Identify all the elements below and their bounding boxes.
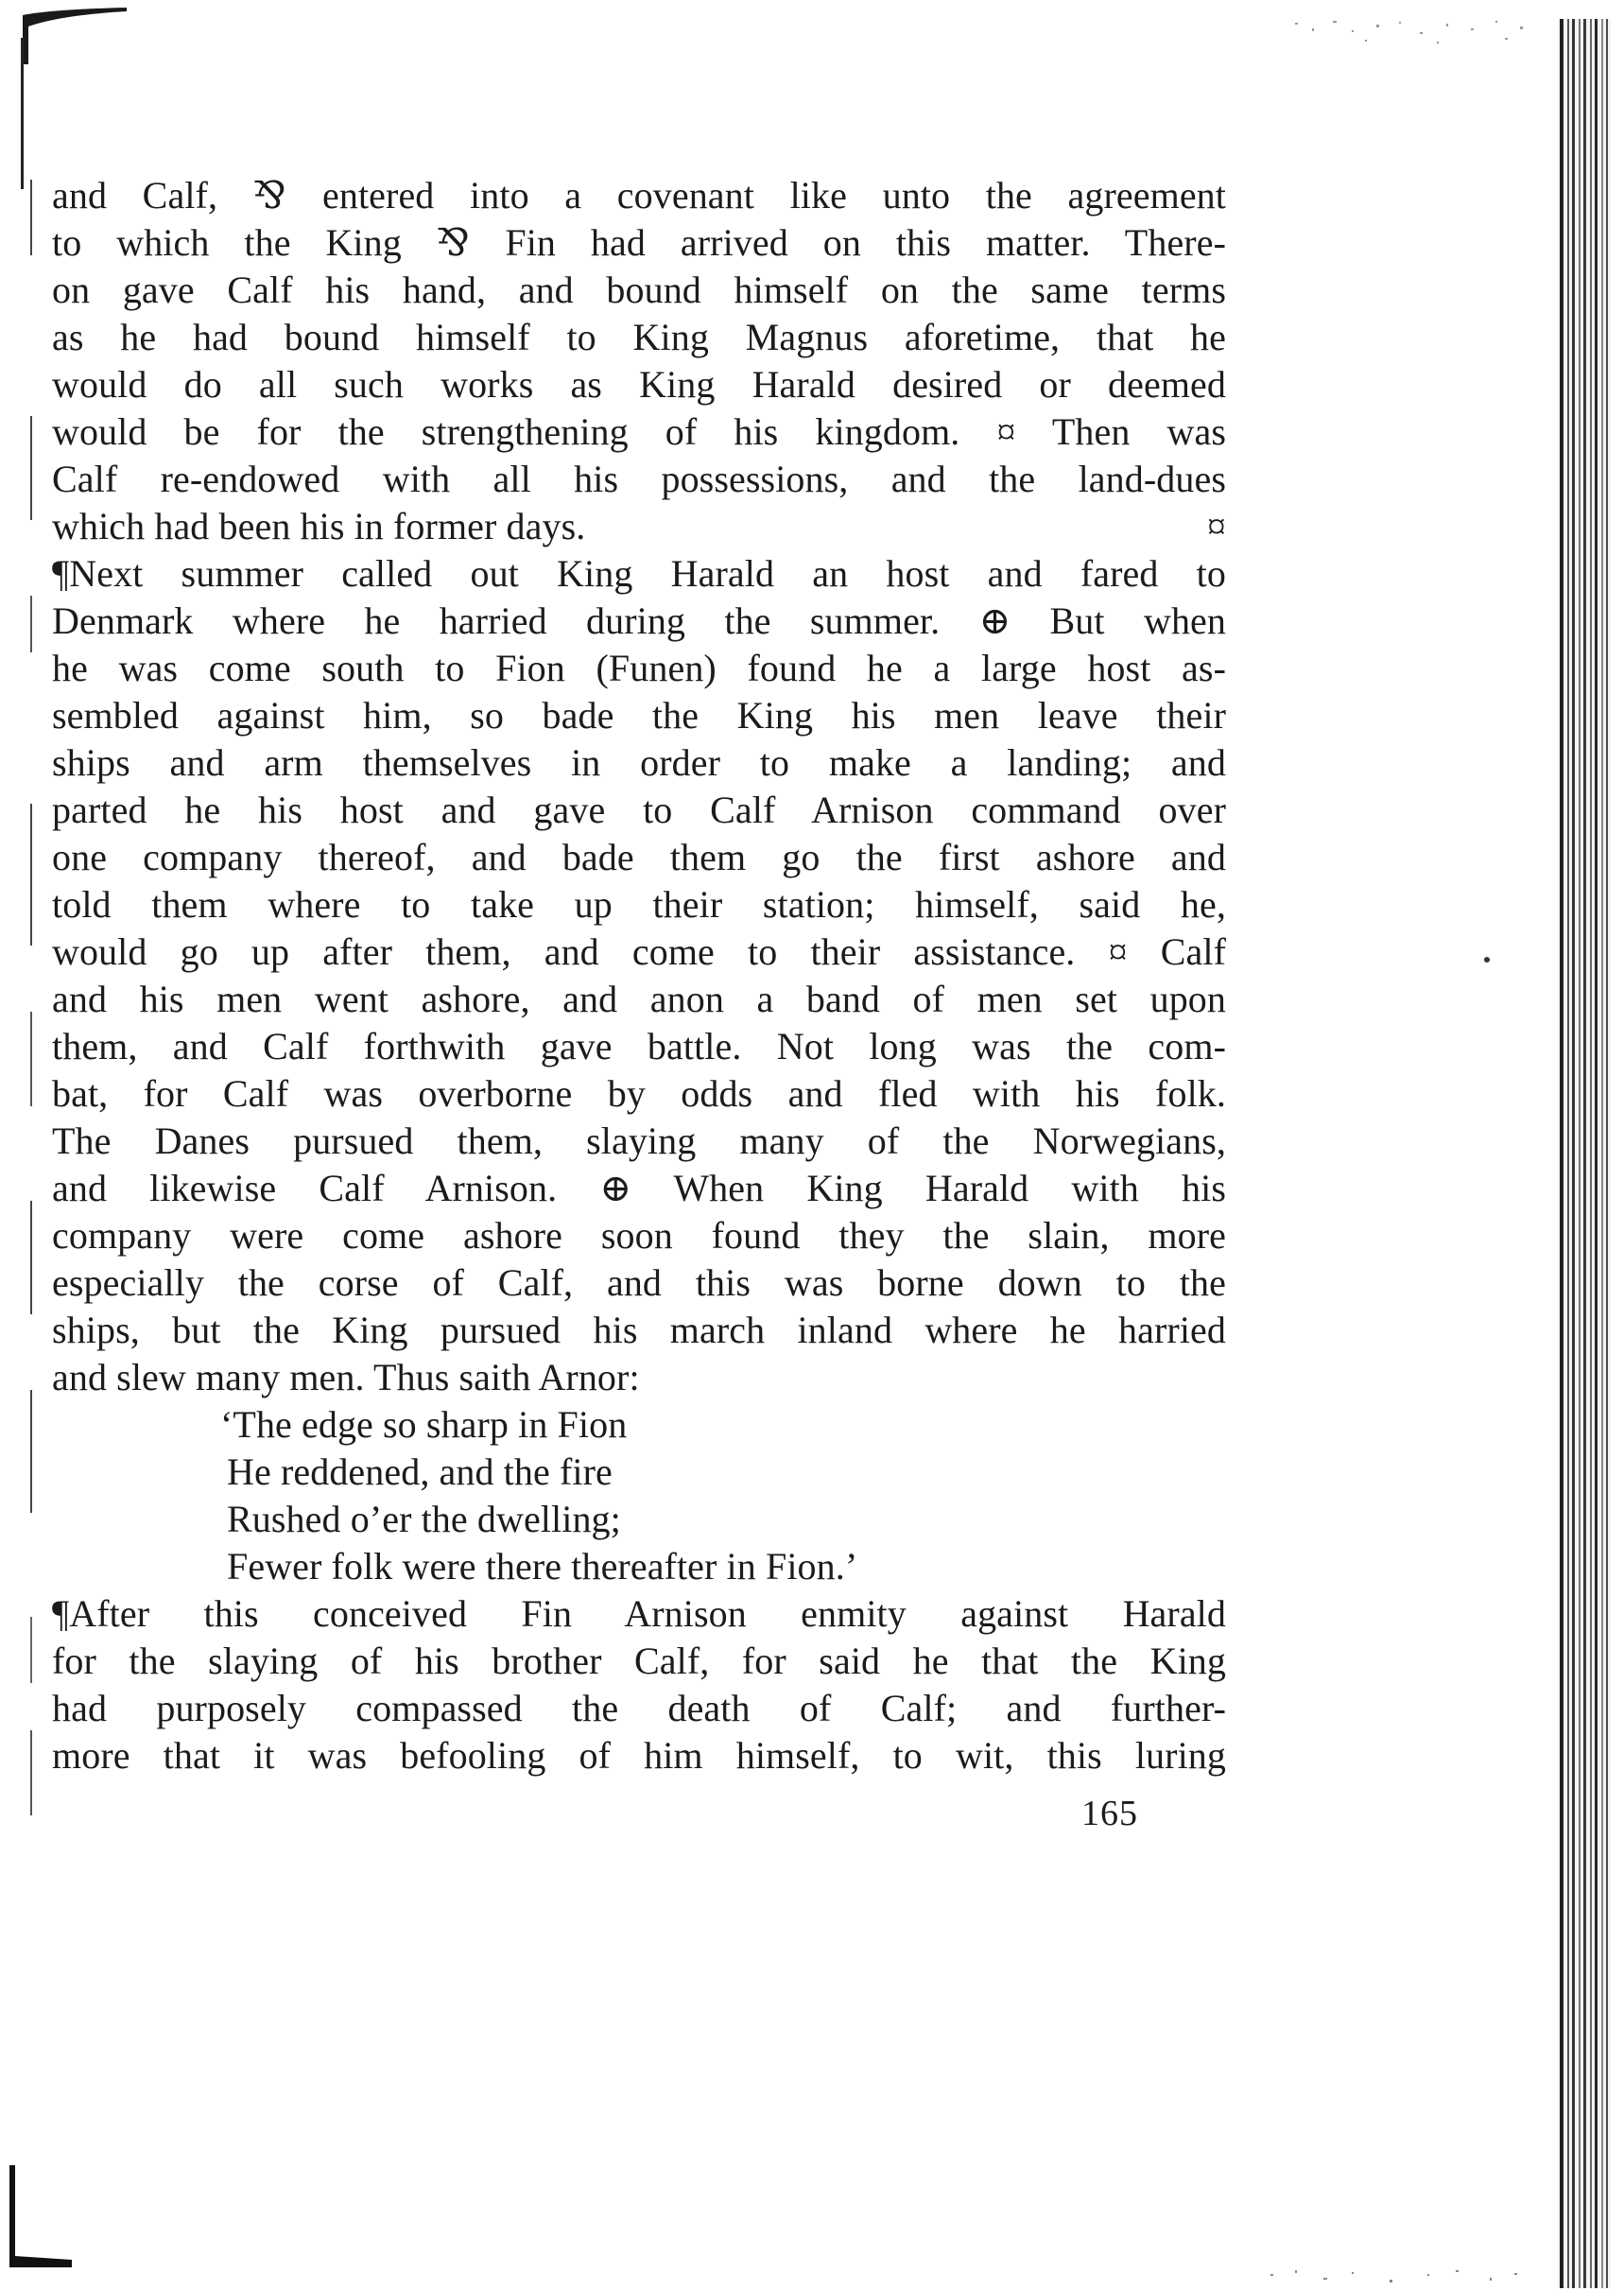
- text-line: had purposely compassed the death of Calf; and further-: [52, 1687, 1226, 1729]
- verse-line: He reddened, and the fire: [227, 1450, 613, 1493]
- text-line: more that it was befooling of him himself, to wit, this luring: [52, 1734, 1226, 1777]
- text-line: told them where to take up their station; himself, said he,: [52, 883, 1226, 926]
- text-line: especially the corse of Calf, and this was borne down to the: [52, 1261, 1226, 1304]
- text-line: bat, for Calf was overborne by odds and fled with his folk.: [52, 1072, 1226, 1115]
- scan-speck: [1484, 957, 1490, 963]
- body-text: [52, 172, 1226, 1779]
- text-line: on gave Calf his hand, and bound himself on the same terms: [52, 269, 1226, 311]
- text-line: would go up after them, and come to their assistance. ¤ Calf: [52, 930, 1226, 973]
- text-line: for the slaying of his brother Calf, for said he that the King: [52, 1640, 1226, 1682]
- text-line: ships and arm themselves in order to make a landing; and: [52, 741, 1226, 784]
- scan-noise-top: [1286, 17, 1541, 55]
- text-line: parted he his host and gave to Calf Arnison command over: [52, 789, 1226, 831]
- scan-left-edge-line: [21, 38, 24, 189]
- text-line: Denmark where he harried during the summer. ⊕ But when: [52, 599, 1226, 642]
- text-line: would be for the strengthening of his kingdom. ¤ Then was: [52, 410, 1226, 453]
- text-line: The Danes pursued them, slaying many of the Norwegians,: [52, 1119, 1226, 1162]
- verse-line: Fewer folk were there thereafter in Fion.’: [227, 1545, 858, 1588]
- verse-line: ‘The edge so sharp in Fion: [220, 1403, 628, 1446]
- text-line: them, and Calf forthwith gave battle. Not long was the com-: [52, 1025, 1226, 1067]
- text-line: as he had bound himself to King Magnus aforetime, that he: [52, 316, 1226, 358]
- verse-line: Rushed o’er the dwelling;: [227, 1498, 621, 1540]
- text-line: and likewise Calf Arnison. ⊕ When King Harald with his: [52, 1167, 1226, 1209]
- scan-corner-top-artifact: [23, 8, 127, 64]
- text-line: [52, 503, 1226, 550]
- text-line: and his men went ashore, and anon a band of men set upon: [52, 978, 1226, 1020]
- text-line: sembled against him, so bade the King his men leave their: [52, 694, 1226, 737]
- text-line: ships, but the King pursued his march inland where he harried: [52, 1309, 1226, 1351]
- text-line: Calf re-endowed with all his possessions, and the land-dues: [52, 458, 1226, 500]
- text-line: he was come south to Fion (Funen) found he a large host as-: [52, 647, 1226, 689]
- text-line: and Calf, ⅋ entered into a covenant like unto the agreement: [52, 174, 1226, 217]
- text-line-content: which had been his in former days.: [52, 505, 586, 547]
- scan-noise-bottom: [1267, 2265, 1531, 2289]
- scan-margin-marks: [26, 180, 36, 1882]
- text-line: would do all such works as King Harald desired or deemed: [52, 363, 1226, 406]
- scan-corner-bottom-artifact: [6, 2165, 72, 2269]
- section-endmark: ¤: [1206, 505, 1226, 547]
- text-line: and slew many men. Thus saith Arnor:: [52, 1356, 640, 1398]
- text-line: one company thereof, and bade them go the first ashore and: [52, 836, 1226, 878]
- text-line: ¶After this conceived Fin Arnison enmity against Harald: [52, 1592, 1226, 1635]
- scan-binding-edge: [1558, 19, 1611, 2288]
- text-line: company were come ashore soon found they the slain, more: [52, 1214, 1226, 1257]
- text-line: to which the King ⅋ Fin had arrived on this matter. There-: [52, 221, 1226, 264]
- page-number: 165: [1081, 1794, 1138, 1833]
- text-line: ¶Next summer called out King Harald an host and fared to: [52, 552, 1226, 595]
